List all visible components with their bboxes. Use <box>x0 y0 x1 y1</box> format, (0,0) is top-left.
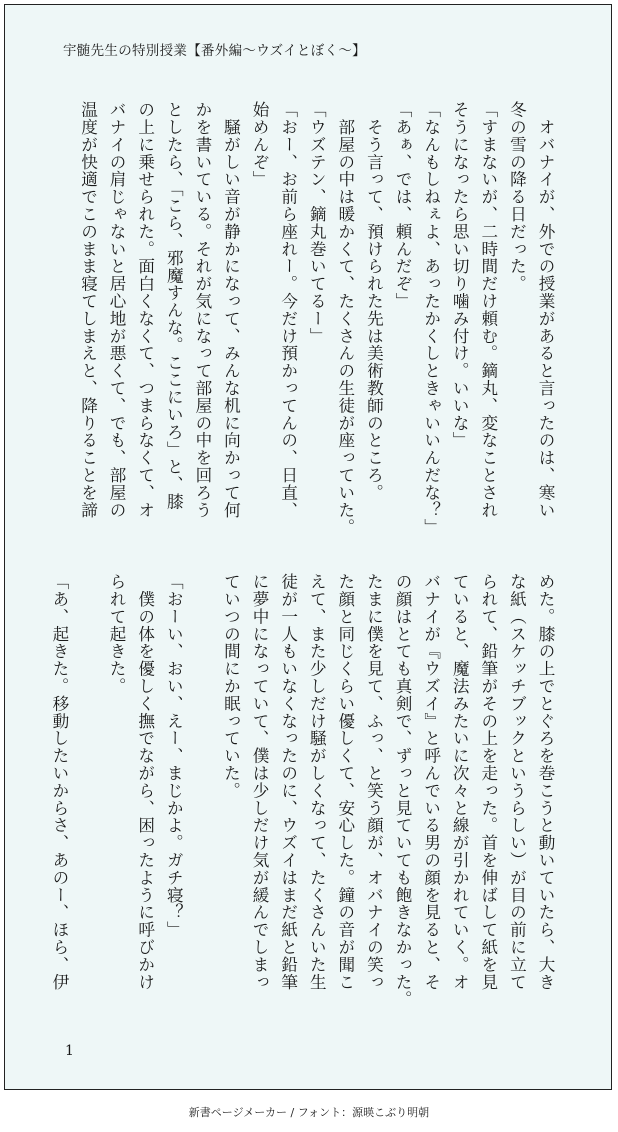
text-column-lower: めた。膝の上でとぐろを巻こうと動いていたら、大き な紙（スケッチブックというらしい）が目の前に立て られて、鉛筆がその上を走った。首を伸ばして紙を見 ていると、魔法みたいに次々と線が引かれていく。オ バナイが『ウズイ』と呼んでいる男の顔を見ると、そ の顔はとても真剣で、ずっと見ていても飽きなかった。 たまに僕を見て、ふっ、と笑う顔が、オバナイの笑っ た顔と同じくらい優しくて、安心した。鐘の音が聞こ えて、また少しだけ騒がしくなって、たくさんいた生 徒が一人もいなくなったのに、ウズイはまだ紙と鉛筆 に夢中になっていて、僕は少しだけ気が緩んでしまっ ていつの間にか眠っていた。 「おーい、おい、えー、まじかよ。ガチ寝？」 僕の体を優しく撫でながら、困ったように呼びかけ られて起きた。 「あ、起きた。移動したいからさ、あのー、ほら、伊 <box>49 573 555 1008</box>
page-title: 宇髄先生の特別授業【番外編〜ウズイとぼく〜】 <box>63 43 366 59</box>
text-column-upper: オバナイが、外での授業があると言ったのは、寒い 冬の雪の降る日だった。 「すまないが、二時間だけ頼む。鏑丸、変なことされ そうになったら思い切り噛み付け。いいな」 「なんもしねぇよ、あったかくしときゃいいんだな？」 「あぁ、では、頼んだぞ」 そう言って、預けられた先は美術教師のところ。 部屋の中は暖かくて、たくさんの生徒が座っていた。 「ウズテン、鏑丸巻いてるー」 「おー、お前ら座れー。今だけ預かってんの、日直、 始めんぞ」 騒がしい音が静かになって、みんな机に向かって何 かを書いている。それが気になって部屋の中を回ろう としたら、「こら、邪魔すんな。ここにいろ」と、膝 の上に乗せられた。面白くなくて、つまらなくて、オ バナイの肩じゃないと居心地が悪くて、でも、部屋の 温度が快適でこのまま寝てしまえと、降りることを諦 <box>78 101 555 536</box>
footer-credit: 新書ページメーカー / フォント：源暎こぶり明朝 <box>188 1106 430 1119</box>
page-number: 1 <box>65 1043 74 1059</box>
book-page <box>4 4 612 1090</box>
